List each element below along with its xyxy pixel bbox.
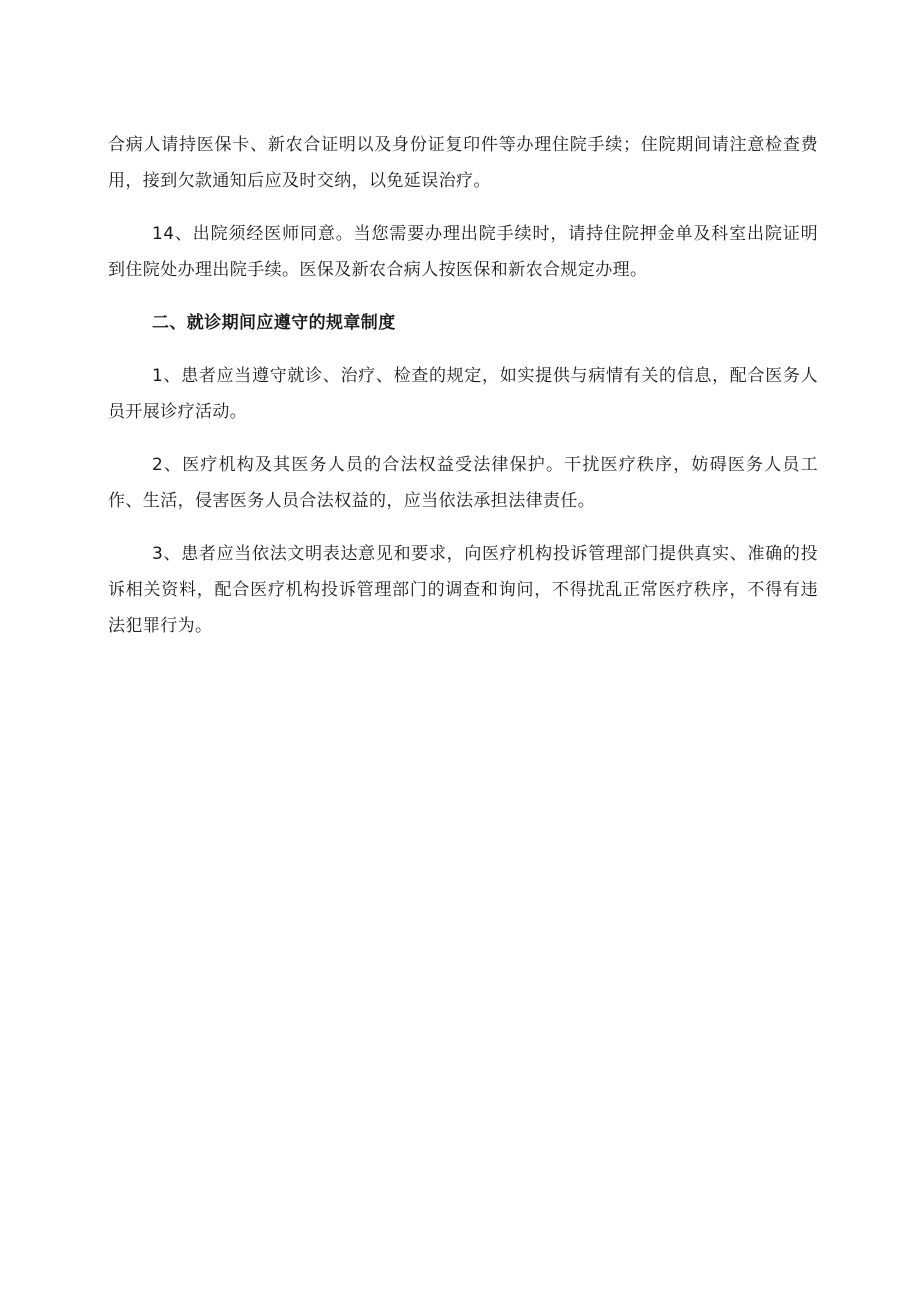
paragraph-item-3-complaints: 3、患者应当依法文明表达意见和要求，向医疗机构投诉管理部门提供真实、准确的投诉相关资料，配合医疗机构投诉管理部门的调查和询问，不得扰乱正常医疗秩序，不得有违法犯罪行为。: [108, 544, 818, 636]
paragraph-item-14-discharge: 14、出院须经医师同意。当您需要办理出院手续时，请持住院押金单及科室出院证明到住院处办理出院手续。医保及新农合病人按医保和新农合规定办理。: [108, 224, 818, 280]
paragraph-item-2-legal-protection: 2、医疗机构及其医务人员的合法权益受法律保护。干扰医疗秩序，妨碍医务人员工作、生活，侵害医务人员合法权益的，应当依法承担法律责任。: [108, 455, 818, 511]
section-heading-rules: 二、就诊期间应遵守的规章制度: [152, 313, 396, 333]
paragraph-item-1-patient-duties: 1、患者应当遵守就诊、治疗、检查的规定，如实提供与病情有关的信息，配合医务人员开展诊疗活动。: [108, 366, 818, 422]
document-body: [108, 127, 818, 661]
paragraph-admission-continuation: 合病人请持医保卡、新农合证明以及身份证复印件等办理住院手续；住院期间请注意检查费用，接到欠款通知后应及时交纳，以免延误治疗。: [108, 135, 818, 191]
